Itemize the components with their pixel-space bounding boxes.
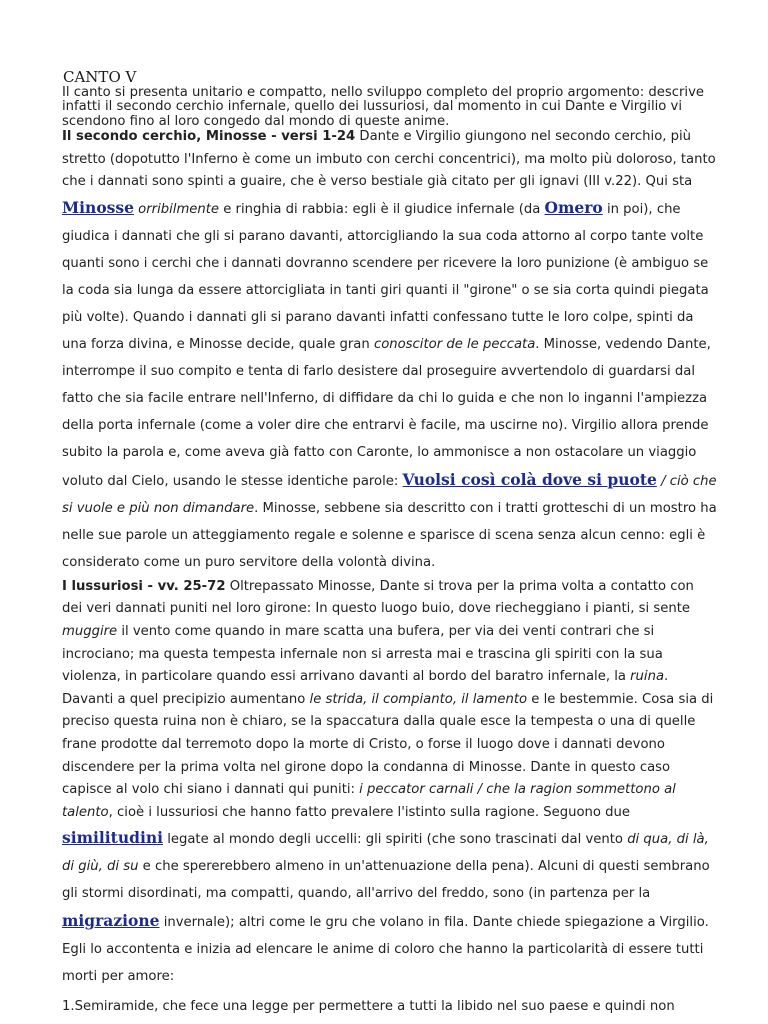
body-text: legate al mondo degli uccelli: gli spiriti (che sono trascinati dal vento (163, 832, 628, 848)
link-similitudini[interactable]: similitudini (62, 828, 163, 848)
body-text: Oltrepassato Minosse, Dante si trova per la prima volta a contatto con dei veri dannati puniti nel loro girone: In questo luogo buio, dove riecheggiano i pianti, si sente (62, 578, 694, 617)
italic-text: ruina (630, 669, 665, 685)
body-text: . Minosse, vedendo Dante, interrompe il suo compito e tenta di farlo desistere dal proseguire avvertendolo di guardarsi dal fatto che sia facile entrare nell'Inferno, di diffidare da chi lo guida e che non lo inganni l'ampiezza della porta infernale (come a voler dire che entrarvi è facile, ma uscirne no). Virgilio allora prende subito la parola e, come aveva già fatto con Caronte, lo ammonisce a non ostacolare un viaggio voluto dal Cielo, usando le stesse identiche parole: (62, 336, 711, 489)
link-migrazione[interactable]: migrazione (62, 911, 160, 931)
section-minosse-cont (62, 194, 718, 576)
link-omero[interactable]: Omero (544, 197, 603, 217)
link-minosse[interactable]: Minosse (62, 197, 134, 217)
body-text: il vento come quando in mare scatta una bufera, per via dei venti contrari che si incrociano; ma questa tempesta infernale non si arresta mai e trascina gli spiriti con la sua violenza, in particolare quando essi arrivano davanti al bordo del baratro infernale, la (62, 623, 663, 685)
section-heading: Il secondo cerchio, Minosse - versi 1-24 (62, 129, 356, 144)
body-text: invernale); altri come le gru che volano in fila. Dante chiede spiegazione a Virgilio. Egli lo accontenta e inizia ad elencare le anime di coloro che hanno la particolarità di essere tutti morti per amore: (62, 915, 709, 985)
section-heading: I lussuriosi - vv. 25-72 (62, 578, 226, 594)
list-item: 1.Semiramide, che fece una legge per permettere a tutti la libido nel suo paese e quindi non (62, 999, 675, 1015)
intro-paragraph: Il canto si presenta unitario e compatto, nello sviluppo completo del proprio argomento: descrive infatti il secondo cerchio infernale, quello dei lussuriosi, dal momento in cui Dante e Virgilio vi scendono fino al loro congedo dal mondo di queste anime. (62, 85, 704, 129)
italic-text: di qua, di là, di giù, di su (62, 832, 709, 875)
document-body (62, 126, 718, 1019)
body-text: Dante e Virgilio giungono nel secondo cerchio, più stretto (dopotutto l'Inferno è come un imbuto con cerchi concentrici), ma molto più doloroso, tanto che i dannati sono spinti a guaire, che è verso bestiale già citato per gli ignavi (III v.22). Qui sta (62, 129, 716, 190)
body-text: . Davanti a quel precipizio aumentano (62, 669, 669, 707)
section-lussuriosi (62, 576, 718, 825)
body-text: e che spererebbero almeno in un'attenuazione della pena). Alcuni di questi sembrano gli stormi disordinati, ma compatti, quando, all'arrivo del freddo, sono (in partenza per la (62, 859, 710, 902)
italic-text: muggire (62, 623, 118, 639)
link-vuolsi[interactable]: Vuolsi così colà dove si puote (402, 469, 657, 489)
section-minosse (62, 126, 718, 194)
italic-quote: i peccator carnali / che la ragion sommettono al talento (62, 782, 676, 820)
section-lussuriosi-cont (62, 824, 718, 990)
body-text: e ringhia di rabbia: egli è il giudice infernale (da (219, 201, 545, 217)
page-title: CANTO V (63, 68, 137, 86)
body-text: . Minosse, sebbene sia descritto con i tratti grotteschi di un mostro ha nelle sue parole un atteggiamento regale e solenne e sparisce di scena senza alcun cenno: egli è considerato come un puro servitore della volontà divina. (62, 500, 717, 570)
italic-text: conoscitor de le peccata (373, 336, 536, 352)
body-text: , cioè i lussuriosi che hanno fatto prevalere l'istinto sulla ragione. Seguono due (108, 804, 631, 820)
italic-quote: / ciò che si vuole e più non dimandare (62, 473, 717, 516)
italic-text: orribilmente (138, 201, 220, 217)
body-text: e le bestemmie. Cosa sia di preciso questa ruina non è chiaro, se la spaccatura dalla quale esce la tempesta o una di quelle frane prodotte dal terremoto dopo la morte di Cristo, o forse il luogo dove i dannati devono discendere per la prima volta nel girone dopo la condanna di Minosse. Dante in questo caso capisce al volo chi siano i dannati qui puniti: (62, 691, 714, 798)
body-text: in poi), che giudica i dannati che gli si parano davanti, attorcigliando la sua coda attorno al corpo tante volte quanti sono i cerchi che i dannati dovranno scendere per ricevere la loro punizione (è ambiguo se la coda sia lunga da essere attorcigliata in tanti giri quanti il "girone" o se sia corta quindi piegata più volte). Quando i dannati gli si parano davanti infatti confessano tutte le loro colpe, spinti da una forza divina, e Minosse decide, quale gran (62, 201, 709, 352)
italic-text: le strida, il compianto, il lamento (309, 691, 528, 707)
